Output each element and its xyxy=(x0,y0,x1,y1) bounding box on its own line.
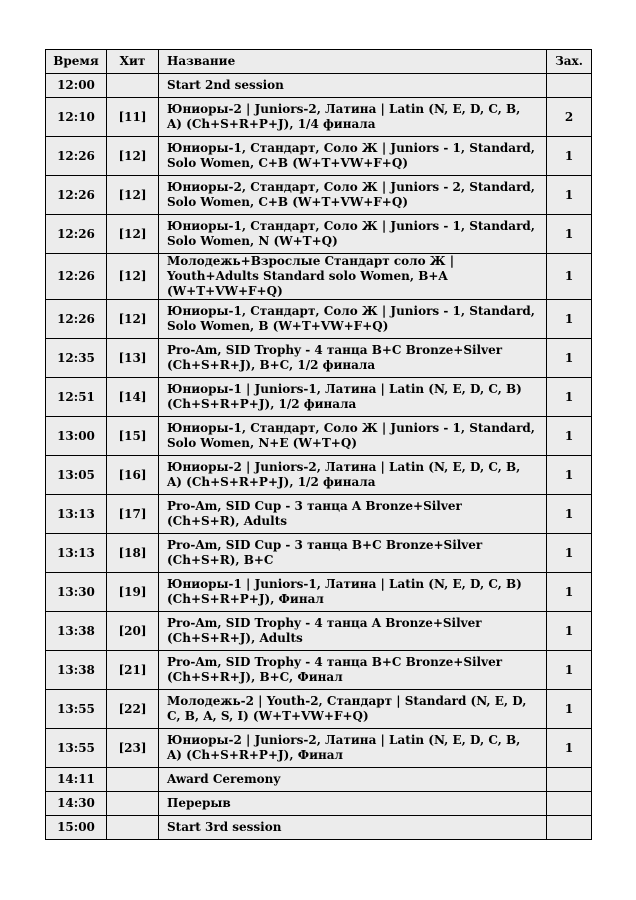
row-time: 13:00 xyxy=(46,417,107,456)
table-row xyxy=(46,254,592,300)
row-count xyxy=(547,792,592,816)
table-row xyxy=(46,651,592,690)
row-heat: [12] xyxy=(107,137,159,176)
row-time: 13:38 xyxy=(46,612,107,651)
table-row xyxy=(46,768,592,792)
row-name: Юниоры-1, Стандарт, Соло Ж | Juniors - 1, Standard, Solo Women, N (W+T+Q) xyxy=(159,215,547,254)
row-name: Перерыв xyxy=(159,792,547,816)
row-heat: [18] xyxy=(107,534,159,573)
row-count: 1 xyxy=(547,495,592,534)
row-count: 1 xyxy=(547,690,592,729)
row-name: Юниоры-1, Стандарт, Соло Ж | Juniors - 1, Standard, Solo Women, B (W+T+VW+F+Q) xyxy=(159,300,547,339)
table-row xyxy=(46,300,592,339)
row-count: 2 xyxy=(547,98,592,137)
row-name: Start 2nd session xyxy=(159,74,547,98)
row-time: 12:26 xyxy=(46,137,107,176)
row-heat xyxy=(107,768,159,792)
row-name: Pro-Am, SID Trophy - 4 танца B+C Bronze+Silver (Ch+S+R+J), B+C, Финал xyxy=(159,651,547,690)
table-row xyxy=(46,74,592,98)
schedule-table xyxy=(45,49,592,840)
header-name: Название xyxy=(159,50,547,74)
row-heat: [11] xyxy=(107,98,159,137)
row-name: Юниоры-2 | Juniors-2, Латина | Latin (N, E, D, C, B, A) (Ch+S+R+P+J), 1/2 финала xyxy=(159,456,547,495)
row-time: 14:30 xyxy=(46,792,107,816)
row-count xyxy=(547,816,592,840)
row-name: Юниоры-1 | Juniors-1, Латина | Latin (N, E, D, C, B) (Ch+S+R+P+J), 1/2 финала xyxy=(159,378,547,417)
row-name: Start 3rd session xyxy=(159,816,547,840)
table-row xyxy=(46,573,592,612)
row-name: Pro-Am, SID Cup - 3 танца B+C Bronze+Silver (Ch+S+R), B+C xyxy=(159,534,547,573)
row-time: 12:26 xyxy=(46,254,107,300)
table-row xyxy=(46,729,592,768)
row-heat xyxy=(107,792,159,816)
row-heat: [23] xyxy=(107,729,159,768)
row-heat xyxy=(107,74,159,98)
table-row xyxy=(46,690,592,729)
row-time: 13:13 xyxy=(46,534,107,573)
row-name: Pro-Am, SID Trophy - 4 танца B+C Bronze+Silver (Ch+S+R+J), B+C, 1/2 финала xyxy=(159,339,547,378)
row-time: 13:55 xyxy=(46,729,107,768)
row-count: 1 xyxy=(547,300,592,339)
row-heat: [12] xyxy=(107,215,159,254)
row-count xyxy=(547,74,592,98)
row-heat: [12] xyxy=(107,176,159,215)
row-time: 13:30 xyxy=(46,573,107,612)
table-row xyxy=(46,378,592,417)
row-time: 12:51 xyxy=(46,378,107,417)
row-count: 1 xyxy=(547,612,592,651)
row-name: Юниоры-2, Стандарт, Соло Ж | Juniors - 2, Standard, Solo Women, C+B (W+T+VW+F+Q) xyxy=(159,176,547,215)
table-row xyxy=(46,792,592,816)
row-name: Юниоры-1 | Juniors-1, Латина | Latin (N, E, D, C, B) (Ch+S+R+P+J), Финал xyxy=(159,573,547,612)
header-heat: Хит xyxy=(107,50,159,74)
table-row xyxy=(46,137,592,176)
row-heat: [17] xyxy=(107,495,159,534)
table-row xyxy=(46,339,592,378)
table-row xyxy=(46,176,592,215)
row-heat: [16] xyxy=(107,456,159,495)
row-time: 13:38 xyxy=(46,651,107,690)
row-time: 15:00 xyxy=(46,816,107,840)
row-time: 12:00 xyxy=(46,74,107,98)
table-row xyxy=(46,816,592,840)
row-heat xyxy=(107,816,159,840)
row-name: Юниоры-1, Стандарт, Соло Ж | Juniors - 1, Standard, Solo Women, C+B (W+T+VW+F+Q) xyxy=(159,137,547,176)
row-count xyxy=(547,768,592,792)
row-name: Юниоры-1, Стандарт, Соло Ж | Juniors - 1, Standard, Solo Women, N+E (W+T+Q) xyxy=(159,417,547,456)
row-count: 1 xyxy=(547,378,592,417)
row-time: 12:10 xyxy=(46,98,107,137)
row-count: 1 xyxy=(547,339,592,378)
row-time: 12:35 xyxy=(46,339,107,378)
row-name: Award Ceremony xyxy=(159,768,547,792)
row-time: 12:26 xyxy=(46,176,107,215)
header-row xyxy=(46,50,592,74)
row-time: 12:26 xyxy=(46,300,107,339)
row-time: 13:05 xyxy=(46,456,107,495)
row-heat: [21] xyxy=(107,651,159,690)
row-time: 13:13 xyxy=(46,495,107,534)
table-row xyxy=(46,495,592,534)
header-count: Зах. xyxy=(547,50,592,74)
row-name: Pro-Am, SID Cup - 3 танца A Bronze+Silver (Ch+S+R), Adults xyxy=(159,495,547,534)
row-heat: [14] xyxy=(107,378,159,417)
row-heat: [20] xyxy=(107,612,159,651)
row-count: 1 xyxy=(547,729,592,768)
row-name: Молодежь+Взрослые Стандарт соло Ж | Youth+Adults Standard solo Women, B+A (W+T+VW+F+Q) xyxy=(159,254,547,300)
row-count: 1 xyxy=(547,176,592,215)
table-row xyxy=(46,215,592,254)
row-count: 1 xyxy=(547,534,592,573)
row-time: 12:26 xyxy=(46,215,107,254)
row-name: Юниоры-2 | Juniors-2, Латина | Latin (N, E, D, C, B, A) (Ch+S+R+P+J), 1/4 финала xyxy=(159,98,547,137)
row-name: Юниоры-2 | Juniors-2, Латина | Latin (N, E, D, C, B, A) (Ch+S+R+P+J), Финал xyxy=(159,729,547,768)
row-time: 13:55 xyxy=(46,690,107,729)
row-count: 1 xyxy=(547,651,592,690)
table-row xyxy=(46,612,592,651)
row-count: 1 xyxy=(547,215,592,254)
row-heat: [12] xyxy=(107,300,159,339)
table-row xyxy=(46,417,592,456)
row-heat: [15] xyxy=(107,417,159,456)
row-heat: [13] xyxy=(107,339,159,378)
row-name: Молодежь-2 | Youth-2, Стандарт | Standard (N, E, D, C, B, A, S, I) (W+T+VW+F+Q) xyxy=(159,690,547,729)
table-row xyxy=(46,456,592,495)
row-heat: [22] xyxy=(107,690,159,729)
table-row xyxy=(46,98,592,137)
row-time: 14:11 xyxy=(46,768,107,792)
row-count: 1 xyxy=(547,573,592,612)
row-count: 1 xyxy=(547,254,592,300)
row-count: 1 xyxy=(547,417,592,456)
row-heat: [19] xyxy=(107,573,159,612)
row-heat: [12] xyxy=(107,254,159,300)
row-count: 1 xyxy=(547,456,592,495)
table-row xyxy=(46,534,592,573)
header-time: Время xyxy=(46,50,107,74)
row-count: 1 xyxy=(547,137,592,176)
row-name: Pro-Am, SID Trophy - 4 танца A Bronze+Silver (Ch+S+R+J), Adults xyxy=(159,612,547,651)
